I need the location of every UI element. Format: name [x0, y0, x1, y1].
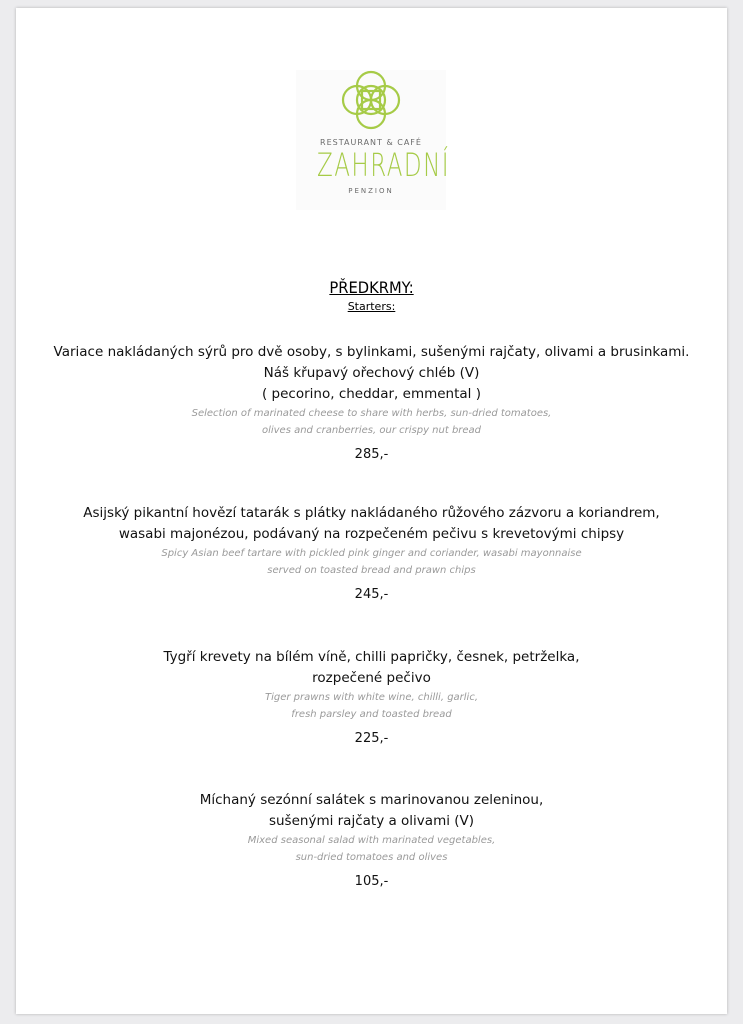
item-czech-line: Míchaný sezónní salátek s marinovanou zeleninou,	[199, 792, 544, 808]
logo-bottom-text: PENZION	[348, 187, 394, 195]
item-czech-description	[40, 647, 703, 689]
item-english-line: Tiger prawns with white wine, chilli, garlic,	[264, 692, 479, 703]
item-czech-line: Variace nakládaných sýrů pro dvě osoby, s bylinkami, sušenými rajčaty, olivami a brusinkami.	[53, 344, 690, 360]
item-price: 105,-	[354, 874, 389, 889]
item-english-description	[40, 405, 703, 439]
section-heading: PŘEDKRMY:	[329, 278, 414, 297]
item-czech-description	[40, 503, 703, 545]
menu-item	[40, 790, 703, 892]
item-english-line: olives and cranberries, our crispy nut bread	[261, 425, 482, 436]
item-czech-line: Náš křupavý ořechový chléb (V)	[263, 365, 480, 381]
item-czech-line: rozpečené pečivo	[312, 670, 431, 686]
section-subheading: Starters:	[347, 300, 396, 313]
item-czech-description	[40, 342, 703, 405]
item-price: 225,-	[354, 731, 389, 746]
item-english-description	[40, 689, 703, 723]
item-czech-line: Tygří krevety na bílém víně, chilli papričky, česnek, petrželka,	[163, 649, 580, 665]
logo-name: ZAHRADNÍ	[317, 146, 450, 184]
item-czech-line: Asijský pikantní hovězí tatarák s plátky nakládaného růžového zázvoru a koriandrem,	[83, 505, 660, 521]
item-english-line: Mixed seasonal salad with marinated vegetables,	[247, 835, 496, 846]
menu-item	[40, 647, 703, 749]
item-price: 285,-	[354, 447, 389, 462]
item-price: 245,-	[354, 587, 389, 602]
item-english-line: fresh parsley and toasted bread	[291, 709, 452, 720]
logo-top-text: RESTAURANT & CAFÉ	[320, 138, 422, 147]
restaurant-logo	[296, 70, 450, 210]
menu-item	[40, 342, 703, 465]
item-english-description	[40, 545, 703, 579]
item-czech-line: sušenými rajčaty a olivami (V)	[268, 813, 475, 829]
item-english-line: Spicy Asian beef tartare with pickled pink ginger and coriander, wasabi mayonnaise	[161, 548, 582, 559]
item-english-line: sun-dried tomatoes and olives	[295, 852, 448, 863]
item-czech-line: wasabi majonézou, podávaný na rozpečeném pečivu s krevetovými chipsy	[118, 526, 625, 542]
item-english-line: Selection of marinated cheese to share with herbs, sun-dried tomatoes,	[191, 408, 552, 419]
item-czech-line: ( pecorino, cheddar, emmental )	[262, 386, 481, 402]
item-czech-description	[40, 790, 703, 832]
item-english-description	[40, 832, 703, 866]
item-english-line: served on toasted bread and prawn chips	[267, 565, 476, 576]
menu-item	[40, 503, 703, 605]
